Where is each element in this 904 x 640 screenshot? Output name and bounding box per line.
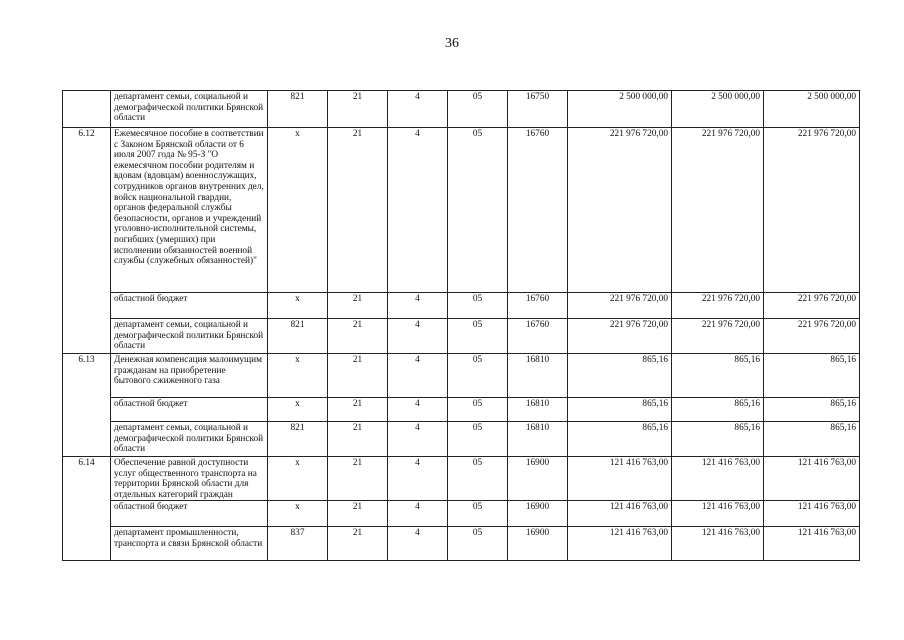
direction-code: 16900 bbox=[508, 501, 568, 527]
amount-year-3: 865,16 bbox=[764, 354, 860, 398]
direction-code: 16810 bbox=[508, 398, 568, 422]
group-code: 05 bbox=[448, 527, 508, 561]
amount-year-1: 865,16 bbox=[568, 398, 672, 422]
amount-year-3: 121 416 763,00 bbox=[764, 457, 860, 501]
amount-year-3: 221 976 720,00 bbox=[764, 319, 860, 354]
row-name: департамент семьи, социальной и демографической политики Брянской области bbox=[111, 319, 268, 354]
row-name: областной бюджет bbox=[111, 501, 268, 527]
row-number bbox=[63, 501, 111, 527]
amount-year-2: 121 416 763,00 bbox=[672, 527, 764, 561]
table-row bbox=[63, 501, 860, 527]
subsection-code: 4 bbox=[388, 128, 448, 293]
table-row bbox=[63, 422, 860, 457]
section-code: 21 bbox=[328, 422, 388, 457]
row-name: департамент семьи, социальной и демографической политики Брянской области bbox=[111, 422, 268, 457]
amount-year-1: 121 416 763,00 bbox=[568, 501, 672, 527]
amount-year-2: 121 416 763,00 bbox=[672, 457, 764, 501]
table-row bbox=[63, 319, 860, 354]
row-number bbox=[63, 527, 111, 561]
row-number bbox=[63, 91, 111, 128]
amount-year-2: 2 500 000,00 bbox=[672, 91, 764, 128]
section-code: 21 bbox=[328, 128, 388, 293]
table-row bbox=[63, 457, 860, 501]
admin-code: 821 bbox=[268, 319, 328, 354]
subsection-code: 4 bbox=[388, 527, 448, 561]
admin-code: х bbox=[268, 354, 328, 398]
row-number bbox=[63, 293, 111, 319]
admin-code: х bbox=[268, 293, 328, 319]
admin-code: х bbox=[268, 398, 328, 422]
group-code: 05 bbox=[448, 91, 508, 128]
row-number: 6.13 bbox=[63, 354, 111, 398]
row-number: 6.12 bbox=[63, 128, 111, 293]
section-code: 21 bbox=[328, 354, 388, 398]
section-code: 21 bbox=[328, 501, 388, 527]
subsection-code: 4 bbox=[388, 354, 448, 398]
amount-year-1: 221 976 720,00 bbox=[568, 293, 672, 319]
direction-code: 16750 bbox=[508, 91, 568, 128]
amount-year-2: 221 976 720,00 bbox=[672, 319, 764, 354]
table-row bbox=[63, 398, 860, 422]
amount-year-2: 865,16 bbox=[672, 398, 764, 422]
amount-year-1: 221 976 720,00 bbox=[568, 128, 672, 293]
admin-code: х bbox=[268, 128, 328, 293]
direction-code: 16810 bbox=[508, 354, 568, 398]
group-code: 05 bbox=[448, 422, 508, 457]
admin-code: 837 bbox=[268, 527, 328, 561]
row-name: департамент семьи, социальной и демографической политики Брянской области bbox=[111, 91, 268, 128]
admin-code: 821 bbox=[268, 91, 328, 128]
row-name: Обеспечение равной доступности услуг общественного транспорта на территории Брянской области для отдельных категорий граждан bbox=[111, 457, 268, 501]
section-code: 21 bbox=[328, 319, 388, 354]
amount-year-2: 221 976 720,00 bbox=[672, 128, 764, 293]
budget-table bbox=[62, 90, 860, 561]
group-code: 05 bbox=[448, 354, 508, 398]
direction-code: 16760 bbox=[508, 319, 568, 354]
amount-year-3: 221 976 720,00 bbox=[764, 293, 860, 319]
section-code: 21 bbox=[328, 91, 388, 128]
subsection-code: 4 bbox=[388, 319, 448, 354]
page-number: 36 bbox=[445, 36, 459, 51]
direction-code: 16760 bbox=[508, 128, 568, 293]
amount-year-1: 865,16 bbox=[568, 354, 672, 398]
row-name: департамент промышленности, транспорта и связи Брянской области bbox=[111, 527, 268, 561]
amount-year-3: 221 976 720,00 bbox=[764, 128, 860, 293]
table-row bbox=[63, 128, 860, 293]
amount-year-3: 121 416 763,00 bbox=[764, 501, 860, 527]
direction-code: 16900 bbox=[508, 457, 568, 501]
amount-year-1: 865,16 bbox=[568, 422, 672, 457]
amount-year-3: 2 500 000,00 bbox=[764, 91, 860, 128]
subsection-code: 4 bbox=[388, 501, 448, 527]
row-number bbox=[63, 422, 111, 457]
table-row bbox=[63, 91, 860, 128]
subsection-code: 4 bbox=[388, 422, 448, 457]
subsection-code: 4 bbox=[388, 457, 448, 501]
direction-code: 16900 bbox=[508, 527, 568, 561]
table-row bbox=[63, 293, 860, 319]
row-number bbox=[63, 319, 111, 354]
section-code: 21 bbox=[328, 527, 388, 561]
table-row bbox=[63, 354, 860, 398]
amount-year-3: 865,16 bbox=[764, 398, 860, 422]
amount-year-1: 221 976 720,00 bbox=[568, 319, 672, 354]
amount-year-3: 121 416 763,00 bbox=[764, 527, 860, 561]
row-name: Ежемесячное пособие в соответствии с Законом Брянской области от 6 июля 2007 года № 95-З "О ежемесячном пособии родителям и вдовам (вдовцам) военнослужащих, сотрудников органов внутренних дел, войск национальной гвардии, органов федеральной службы безопасности, органов и учреждений уголовно-исполнительной системы, погибших (умерших) при исполнении обязанностей военной службы (служебных обязанностей)" bbox=[111, 128, 268, 293]
group-code: 05 bbox=[448, 398, 508, 422]
admin-code: х bbox=[268, 501, 328, 527]
group-code: 05 bbox=[448, 457, 508, 501]
amount-year-2: 221 976 720,00 bbox=[672, 293, 764, 319]
row-name: областной бюджет bbox=[111, 293, 268, 319]
section-code: 21 bbox=[328, 293, 388, 319]
section-code: 21 bbox=[328, 398, 388, 422]
group-code: 05 bbox=[448, 319, 508, 354]
amount-year-2: 865,16 bbox=[672, 354, 764, 398]
amount-year-1: 2 500 000,00 bbox=[568, 91, 672, 128]
direction-code: 16810 bbox=[508, 422, 568, 457]
row-number bbox=[63, 398, 111, 422]
amount-year-2: 865,16 bbox=[672, 422, 764, 457]
admin-code: 821 bbox=[268, 422, 328, 457]
admin-code: х bbox=[268, 457, 328, 501]
section-code: 21 bbox=[328, 457, 388, 501]
subsection-code: 4 bbox=[388, 398, 448, 422]
amount-year-2: 121 416 763,00 bbox=[672, 501, 764, 527]
amount-year-3: 865,16 bbox=[764, 422, 860, 457]
row-number: 6.14 bbox=[63, 457, 111, 501]
table-body bbox=[63, 91, 860, 561]
amount-year-1: 121 416 763,00 bbox=[568, 457, 672, 501]
row-name: Денежная компенсация малоимущим гражданам на приобретение бытового сжиженного газа bbox=[111, 354, 268, 398]
amount-year-1: 121 416 763,00 bbox=[568, 527, 672, 561]
group-code: 05 bbox=[448, 501, 508, 527]
direction-code: 16760 bbox=[508, 293, 568, 319]
subsection-code: 4 bbox=[388, 293, 448, 319]
row-name: областной бюджет bbox=[111, 398, 268, 422]
table-row bbox=[63, 527, 860, 561]
group-code: 05 bbox=[448, 293, 508, 319]
subsection-code: 4 bbox=[388, 91, 448, 128]
group-code: 05 bbox=[448, 128, 508, 293]
